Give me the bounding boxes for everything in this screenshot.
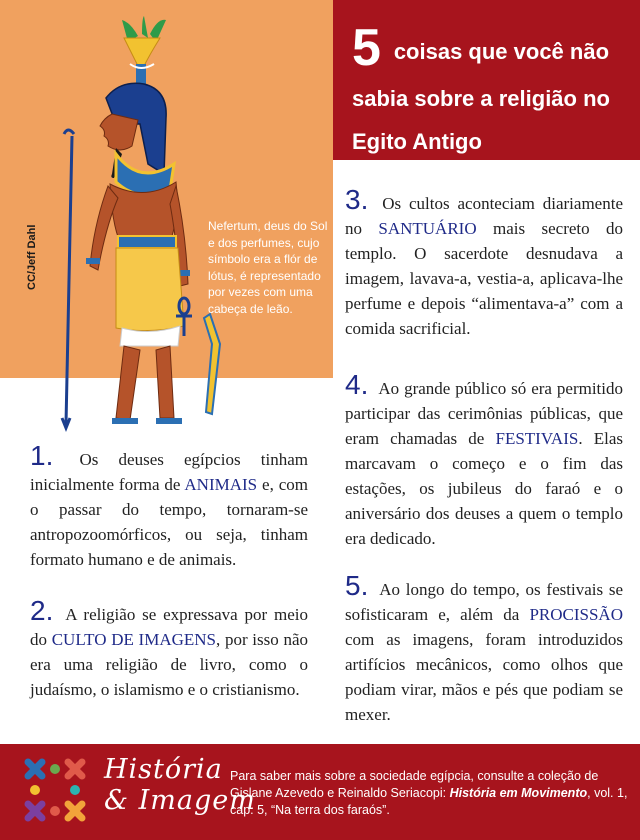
title-number: 5 (352, 19, 381, 77)
footer-reference: Para saber mais sobre a sociedade egípcia, consulte a coleção de Gislane Azevedo e Reinaldo Seriacopi: História em Movimento, vol. 1, cap. 5, “Na terra dos faraós”. (230, 769, 628, 817)
fact-highlight: PROCISSÃO (529, 604, 623, 624)
brand-logo-icon (20, 752, 90, 832)
lotus-crown-icon (122, 16, 166, 88)
fact-number: 1. (30, 440, 54, 471)
footer-bar (0, 744, 640, 840)
page-title (352, 19, 632, 160)
fact-number: 4. (345, 369, 369, 400)
kilt (116, 248, 184, 331)
brand-name: História & Imagem (104, 754, 256, 817)
fact-item-1: 1. Os deuses egípcios tinham inicialmente forma de ANIMAIS e, com o passar do tempo, tornaram-se antropozoomórficos, ou seja, tinham formato humano e de animais. (30, 440, 308, 569)
tail-scepter (204, 314, 220, 414)
image-caption: Nefertum, deus do Sol e dos perfumes, cujo símbolo era a flór de lótus, é representado por vezes com uma cabeça de leão. (208, 219, 328, 316)
fact-number: 2. (30, 595, 54, 626)
title-text: coisas que você não sabia sobre a religião no Egito Antigo (352, 39, 610, 155)
book-title: História em Movimento (449, 786, 588, 800)
fact-number: 3. (345, 184, 369, 215)
fact-item-2: 2. A religião se expressava por meio do CULTO DE IMAGENS, por isso não era uma religião de livro, como o judaísmo, o islamismo e o cristianismo. (30, 595, 308, 699)
fact-highlight: ANIMAIS (184, 474, 258, 494)
fact-highlight: SANTUÁRIO (378, 218, 477, 238)
left-arm (90, 186, 118, 270)
legs (116, 346, 174, 420)
belt (118, 236, 176, 248)
fact-number: 5. (345, 570, 369, 601)
fact-item-3: 3. Os cultos aconteciam diariamente no SANTUÁRIO mais secreto do templo. O sacerdote desnudava a imagem, lavava-a, vestia-a, aplicava-lhe perfume e depois “alimentava-a” com a comida sacrificial. (345, 184, 624, 338)
face (100, 114, 138, 150)
staff (66, 136, 72, 424)
fact-item-4: 4. Ao grande público só era permitido participar das cerimônias públicas, que eram chamadas de FESTIVAIS. Elas marcavam o começo e o fim das estações, os jubileus do faraó e o aniversário dos deuses a quem o templo era dedicado. (345, 369, 623, 548)
fact-item-5: 5. Ao longo do tempo, os festivais se sofisticaram e, além da PROCISSÃO com as imagens, foram introduzidos artifícios mecânicos, como olhos que podiam virar, mãos e pés que podiam se mexer. (345, 570, 624, 724)
fact-highlight: CULTO DE IMAGENS (51, 629, 216, 649)
fact-highlight: FESTIVAIS (495, 428, 579, 448)
image-credit: CC/Jeff Dahl (26, 224, 38, 290)
